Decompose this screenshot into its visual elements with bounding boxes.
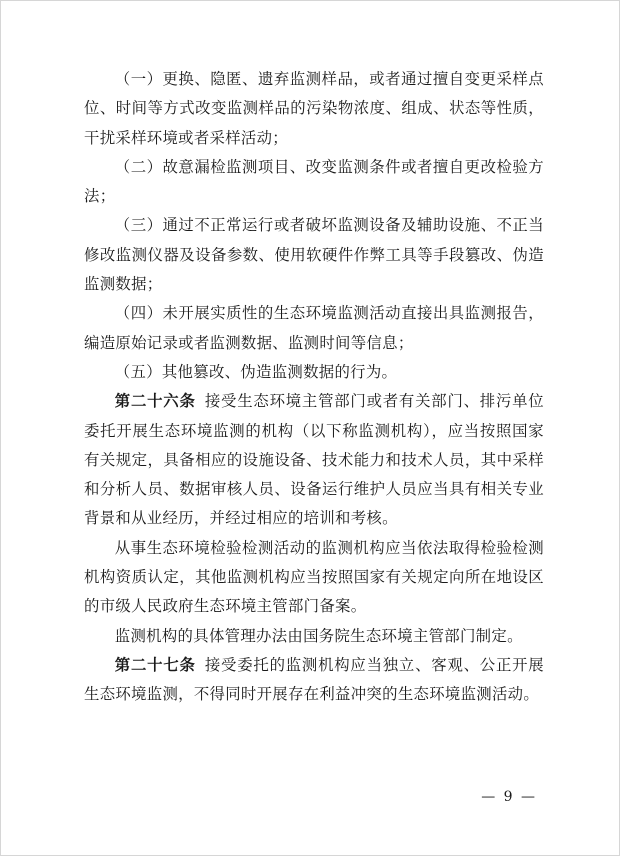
article-26-text: 接受生态环境主管部门或者有关部门、排污单位委托开展生态环境监测的机构（以下称监测机构），应当按照国家有关规定，具备相应的设施设备、技术能力和技术人员，其中采样和分析人员、数据审核人员、设备运行维护人员应当具有相关专业背景和从业经历，并经过相应的培训和考核。 xyxy=(84,392,544,528)
article-27-text: 接受委托的监测机构应当独立、客观、公正开展生态环境监测，不得同时开展存在利益冲突的生态环境监测活动。 xyxy=(84,655,544,704)
document-body xyxy=(84,65,544,710)
paragraph-3 xyxy=(84,211,544,299)
article-27-paragraph xyxy=(84,651,544,710)
article-27-number: 第二十七条 xyxy=(114,655,196,674)
paragraph-1 xyxy=(84,65,544,153)
paragraph-8-text: 监测机构的具体管理办法由国务院生态环境主管部门制定。 xyxy=(114,626,523,645)
article-26-paragraph xyxy=(84,387,544,533)
article-26-number: 第二十六条 xyxy=(114,392,196,411)
paragraph-8 xyxy=(84,622,544,651)
paragraph-7-text: 从事生态环境检验检测活动的监测机构应当依法取得检验检测机构资质认定，其他监测机构应当按照国家有关规定向所在地设区的市级人民政府生态环境主管部门备案。 xyxy=(84,538,544,616)
paragraph-1-text: （一）更换、隐匿、遗弃监测样品，或者通过擅自变更采样点位、时间等方式改变监测样品的污染物浓度、组成、状态等性质，干扰采样环境或者采样活动； xyxy=(84,70,544,147)
paragraph-3-text: （三）通过不正常运行或者破坏监测设备及辅助设施、不正当修改监测仪器及设备参数、使用软硬件作弊工具等手段篡改、伪造监测数据； xyxy=(84,216,544,294)
paragraph-4-text: （四）未开展实质性的生态环境监测活动直接出具监测报告，编造原始记录或者监测数据、监测时间等信息； xyxy=(84,304,544,352)
paragraph-2 xyxy=(84,153,544,212)
page-number: — 9 — xyxy=(481,789,537,805)
paragraph-5 xyxy=(84,358,544,387)
paragraph-5-text: （五）其他篡改、伪造监测数据的行为。 xyxy=(114,362,398,381)
paragraph-4 xyxy=(84,299,544,358)
paragraph-7 xyxy=(84,534,544,622)
paragraph-2-text: （二）故意漏检监测项目、改变监测条件或者擅自更改检验方法； xyxy=(84,157,544,206)
